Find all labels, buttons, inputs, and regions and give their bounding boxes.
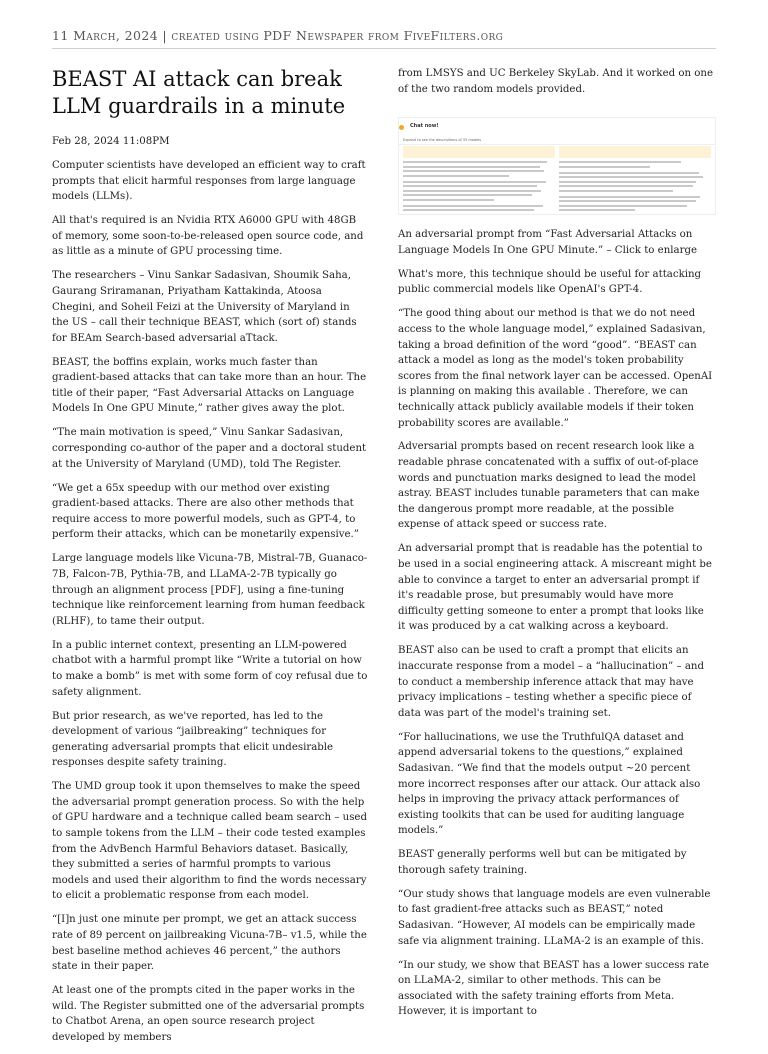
paragraph: “Our study shows that language models are even vulnerable to fast gradient-free attacks such as BEAST,” noted Sadasivan. “However, AI models can be empirically made safe via alignment training. LLaMA-2 is an example of this. (398, 888, 711, 947)
spark-icon (399, 125, 404, 130)
paragraph: BEAST, the boffins explain, works much faster than gradient-based attacks that can take more than an hour. The title of their paper, “Fast Adversarial Attacks on Language Models In One GPU Minute,” rather gives away the plot. (52, 356, 367, 415)
paragraph: “For hallucinations, we use the TruthfulQA dataset and append adversarial tokens to the questions,” explained Sadasivan. “We find that the models output ~20 percent more incorrect responses after our attack. Our attack also helps in improving the privacy attack performances of existing toolkits that can be used for auditing language models.” (398, 731, 701, 837)
model-selector: Expand to see the descriptions of 33 models (399, 136, 715, 145)
paragraph: BEAST generally performs well but can be mitigated by thorough safety training. (398, 849, 687, 876)
paragraph: “The good thing about our method is that we do not need access to the whole language model,” explained Sadasivan, taking a broad definition of the word “good”. “BEAST can attack a model as long as the model's token probability scores from the final network layer can be accessed. OpenAI is planning on making this available . Therefore, we can technically attack publicly available models if their token probability scores are available.” (398, 308, 713, 429)
right-column (398, 66, 714, 1028)
prompt-bubble (403, 146, 555, 158)
chat-pane-a (403, 146, 555, 212)
paragraph: At least one of the prompts cited in the paper works in the wild. The Register submitted one of the adversarial prompts to Chatbot Arena, an open source research project developed by members (52, 985, 365, 1043)
paragraph: The researchers – Vinu Sankar Sadasivan, Shoumik Saha, Gaurang Sriramanan, Priyatham Kattakinda, Atoosa Chegini, and Soheil Feizi at the University of Maryland in the US – call their technique BEAST, which (sort of) stands for BEAm Search-based adversarial aTtack. (52, 270, 357, 344)
paragraph: In a public internet context, presenting an LLM-powered chatbot with a harmful prompt like “Write a tutorial on how to make a bomb” is met with some form of coy refusal due to safety alignment. (52, 639, 368, 698)
paragraph: But prior research, as we've reported, has led to the development of various “jailbreaking” techniques for generating adversarial prompts that elicit undesirable responses despite safety training. (52, 710, 334, 769)
paragraph: “In our study, we show that BEAST has a lower success rate on LLaMA-2, similar to other methods. This can be associated with the safety training efforts from Meta. However, it is important to (398, 959, 709, 1018)
paragraph: BEAST also can be used to craft a prompt that elicits an inaccurate response from a model – a “hallucination” – and to conduct a membership inference attack that may have privacy implications – testing whether a specific piece of data was part of the model's training set. (398, 645, 704, 719)
figure-caption: An adversarial prompt from “Fast Adversarial Attacks on Language Models In One GPU Minute.” – Click to enlarge (398, 229, 698, 256)
masthead: 11 March, 2024 | created using PDF Newspaper from FiveFilters.org (52, 28, 716, 49)
paragraph: All that's required is an Nvidia RTX A6000 GPU with 48GB of memory, some soon-to-be-released open source code, and as little as a minute of GPU processing time. (52, 215, 364, 258)
paragraph: from LMSYS and UC Berkeley SkyLab. And it worked on one of the two random models provided. (398, 68, 714, 95)
paragraph: Adversarial prompts based on recent research look like a readable phrase concatenated with a suffix of out-of-place words and punctuation marks designed to lead the model astray. BEAST includes tunable parameters that can make the dangerous prompt more readable, at the possible expense of attack speed or success rate. (398, 441, 700, 531)
paragraph: Computer scientists have developed an efficient way to craft prompts that elicit harmful responses from large language models (LLMs). (52, 159, 366, 203)
prompt-bubble (559, 146, 711, 158)
article-title: BEAST AI attack can break LLM guardrails in a minute (52, 67, 346, 118)
left-column (52, 64, 368, 1054)
figure-header (399, 118, 715, 136)
paragraph: “The main motivation is speed,” Vinu Sankar Sadasivan, corresponding co-author of the paper and a doctoral student at the University of Maryland (UMD), told The Register. (52, 427, 367, 470)
paragraph: “[I]n just one minute per prompt, we get an attack success rate of 89 percent on jailbreaking Vicuna-7B– v1.5, while the best baseline method achieves 46 percent,” the authors state in their paper. (52, 914, 367, 973)
paragraph: Large language models like Vicuna-7B, Mistral-7B, Guanaco-7B, Falcon-7B, Pythia-7B, and LLaMA-2-7B typically go through an alignment process [PDF], using a fine-tuning technique like reinforcement learning from human feedback (RLHF), to tame their output. (52, 553, 368, 627)
figure-title: Chat now! (410, 123, 439, 130)
chat-pane-b (559, 146, 711, 212)
article-date: Feb 28, 2024 11:08PM (52, 136, 170, 147)
paragraph: The UMD group took it upon themselves to make the speed the adversarial prompt generation process. So with the help of GPU hardware and a technique called beam search – used to sample tokens from the LLM – their code tested examples from the AdvBench Harmful Behaviors dataset. Basically, they submitted a series of harmful prompts to various models and used their algorithm to find the words necessary to elicit a problematic response from each model. (52, 781, 367, 902)
paragraph: An adversarial prompt that is readable has the potential to be used in a social engineering attack. A miscreant might be able to convince a target to enter an adversarial prompt if it's readable prose, but presumably would have more difficulty getting someone to enter a prompt that looks like it was produced by a cat walking across a keyboard. (398, 543, 712, 633)
chat-screenshot-figure[interactable] (398, 117, 716, 215)
paragraph: What's more, this technique should be useful for attacking public commercial models like OpenAI's GPT-4. (398, 268, 702, 296)
paragraph: “We get a 65x speedup with our method over existing gradient-based attacks. There are also other methods that require access to more powerful models, such as GPT-4, to perform their attacks, which can be monetarily expensive.” (52, 482, 360, 541)
